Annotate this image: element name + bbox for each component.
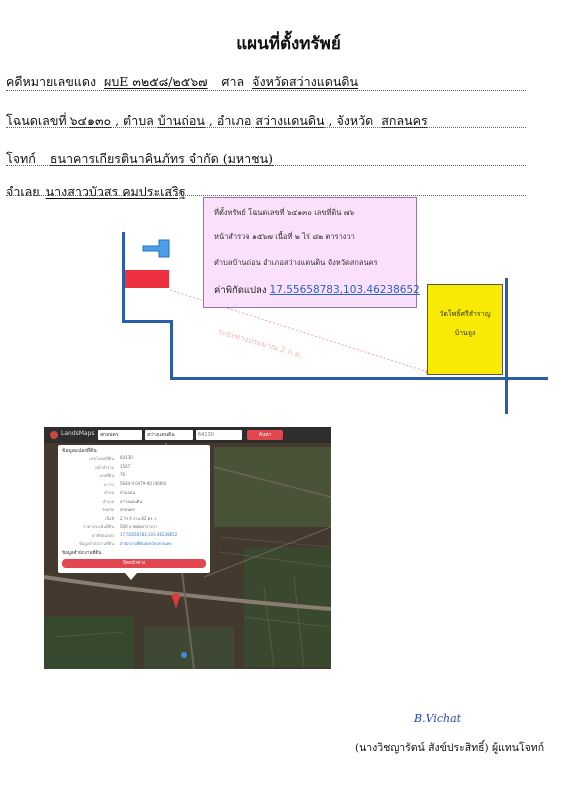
landsmaps-logo-text: LandsMaps — [61, 430, 95, 437]
defendant-value: นางสาวบัวสร คมประเสริฐ — [45, 184, 186, 199]
parcel-field-value: 1567 — [120, 463, 131, 469]
parcel-info-panel — [58, 445, 210, 573]
parcel-field-value: สำนักงานที่ดินจังหวัดสกลนคร — [120, 541, 172, 546]
parcel-field-key: ข้อมูลสำนักงานที่ดิน — [79, 541, 114, 546]
defendant-label: จำเลย — [6, 184, 40, 199]
parcel-field-key: เลขโฉนดที่ดิน — [89, 456, 114, 461]
parcel-field-row — [62, 506, 206, 515]
tambon-value: บ้านถ่อน — [157, 113, 205, 128]
parcel-field-row — [62, 498, 206, 507]
coord-value: 17.55658783,103.46238652 — [269, 284, 420, 296]
parcel-field-value: สกลนคร — [120, 507, 135, 512]
info-line-3: ตำบลบ้านถ่อน อำเภอสว่างแดนดิน จังหวัดสกลนคร — [214, 258, 378, 267]
amphoe-value: สว่างแดนดิน — [255, 113, 325, 128]
landmark-line-1: วัดโพธิ์ศรีสำราญ — [439, 310, 491, 318]
landsmaps-screenshot — [44, 427, 331, 669]
parcel-field-row — [62, 532, 206, 541]
plaintiff-value: ธนาคารเกียรตินาคินภัทร จำกัด (มหาชน) — [49, 151, 274, 166]
landsmaps-logo-icon — [50, 431, 58, 439]
info-line-1: ที่ตั้งทรัพย์ โฉนดเลขที่ ๖๔๑๓๐ เลขที่ดิน ๗๖ — [214, 208, 355, 217]
close-panel-button[interactable]: ปิดหน้าต่าง — [62, 559, 206, 568]
parcel-field-value: 500 บาทต่อตารางวา — [120, 524, 158, 529]
parcel-field-key: จังหวัด — [102, 507, 114, 512]
road-connector — [170, 320, 173, 380]
parcel-field-row — [62, 481, 206, 490]
deed-number: ๖๔๑๓๐ — [69, 113, 112, 128]
property-marker — [125, 270, 169, 288]
road-left-horizontal — [122, 320, 172, 323]
panel-pointer — [125, 573, 137, 580]
deed-label: โฉนดเลขที่ — [6, 113, 67, 128]
panel-header: ข้อมูลแปลงที่ดิน — [62, 448, 97, 454]
parcel-field-key: เนื้อที่ — [104, 515, 114, 521]
court-name: จังหวัดสว่างแดนดิน — [252, 74, 359, 89]
landmark-box — [427, 284, 503, 375]
amphoe-label: , อำเภอ — [208, 113, 252, 128]
coord-label: ค่าพิกัดแปลง — [214, 285, 267, 296]
parcel-field-value: 2 ไร่ 0 งาน 82 ตร.ว. — [120, 515, 158, 521]
parcel-field-key: อำเภอ — [102, 498, 114, 504]
amphoe-select[interactable]: สว่างแดนดิน — [145, 430, 193, 440]
parcel-field-key: หน้าสำรวจ — [94, 464, 114, 470]
parcel-field-key: ค่าพิกัดแปลง — [91, 532, 114, 538]
signature-mark: B.Vichat — [414, 712, 462, 725]
parcel-field-row — [62, 455, 206, 464]
parcel-field-value: สว่างแดนดิน — [120, 498, 143, 504]
tambon-label: , ตำบล — [115, 113, 154, 128]
signer-name: (นางวิชญารัตน์ สังข์ประสิทธิ์) ผู้แทนโจทก์ — [355, 742, 545, 754]
parcel-field-value: 17.55658783,103.46238652 — [120, 531, 178, 537]
road-main — [170, 377, 548, 380]
landmark-line-2: บ้านจูง — [454, 329, 476, 337]
parcel-field-value: 64130 — [120, 455, 133, 460]
parcel-field-row — [62, 472, 206, 481]
parcel-field-key: ราคาประเมินที่ดิน — [83, 524, 114, 529]
parcel-field-row — [62, 489, 206, 498]
parcel-field-key: ระวาง — [103, 481, 114, 487]
distance-label: ระยะทางประมาณ 2 ก.ม. — [216, 326, 304, 360]
parcel-field-row — [62, 464, 206, 473]
parcel-field-value: บ้านถ่อน — [120, 490, 136, 495]
arrow-down-icon — [143, 240, 169, 257]
parcel-field-row — [62, 523, 206, 532]
parcel-field-key: ตำบล — [104, 490, 114, 495]
search-button[interactable]: ค้นหา — [247, 430, 283, 440]
plaintiff-label: โจทก์ — [6, 151, 36, 166]
parcel-field-row — [62, 515, 206, 524]
page-title: แผนที่ตั้งทรัพย์ — [236, 34, 341, 54]
parcel-input[interactable]: 64130 — [196, 430, 242, 440]
property-info-box — [203, 197, 420, 308]
parcel-field-key: เลขที่ดิน — [99, 473, 114, 478]
province-value: สกลนคร — [381, 113, 428, 128]
panel-subheader: ข้อมูลสำนักงานที่ดิน — [62, 551, 102, 556]
parcel-field-value: 5644 II 0479-00 (4000) — [120, 480, 167, 486]
map-topbar — [44, 427, 331, 443]
province-select[interactable]: สกลนคร — [98, 430, 142, 440]
case-number: ผบE ๓๒๕๘/๒๕๖๗ — [104, 74, 208, 89]
road-right-vertical — [505, 278, 508, 414]
province-label: , จังหวัด — [328, 113, 374, 128]
parcel-field-value: 76 — [120, 472, 126, 477]
coord-row — [214, 283, 420, 298]
court-label: ศาล — [221, 74, 245, 89]
parcel-field-list — [62, 455, 206, 549]
info-line-2: หน้าสำรวจ ๑๕๖๗ เนื้อที่ ๒ ไร่ ๘๒ ตารางวา — [214, 232, 355, 241]
parcel-field-row — [62, 540, 206, 549]
case-label: คดีหมายเลขแดง — [6, 74, 97, 89]
